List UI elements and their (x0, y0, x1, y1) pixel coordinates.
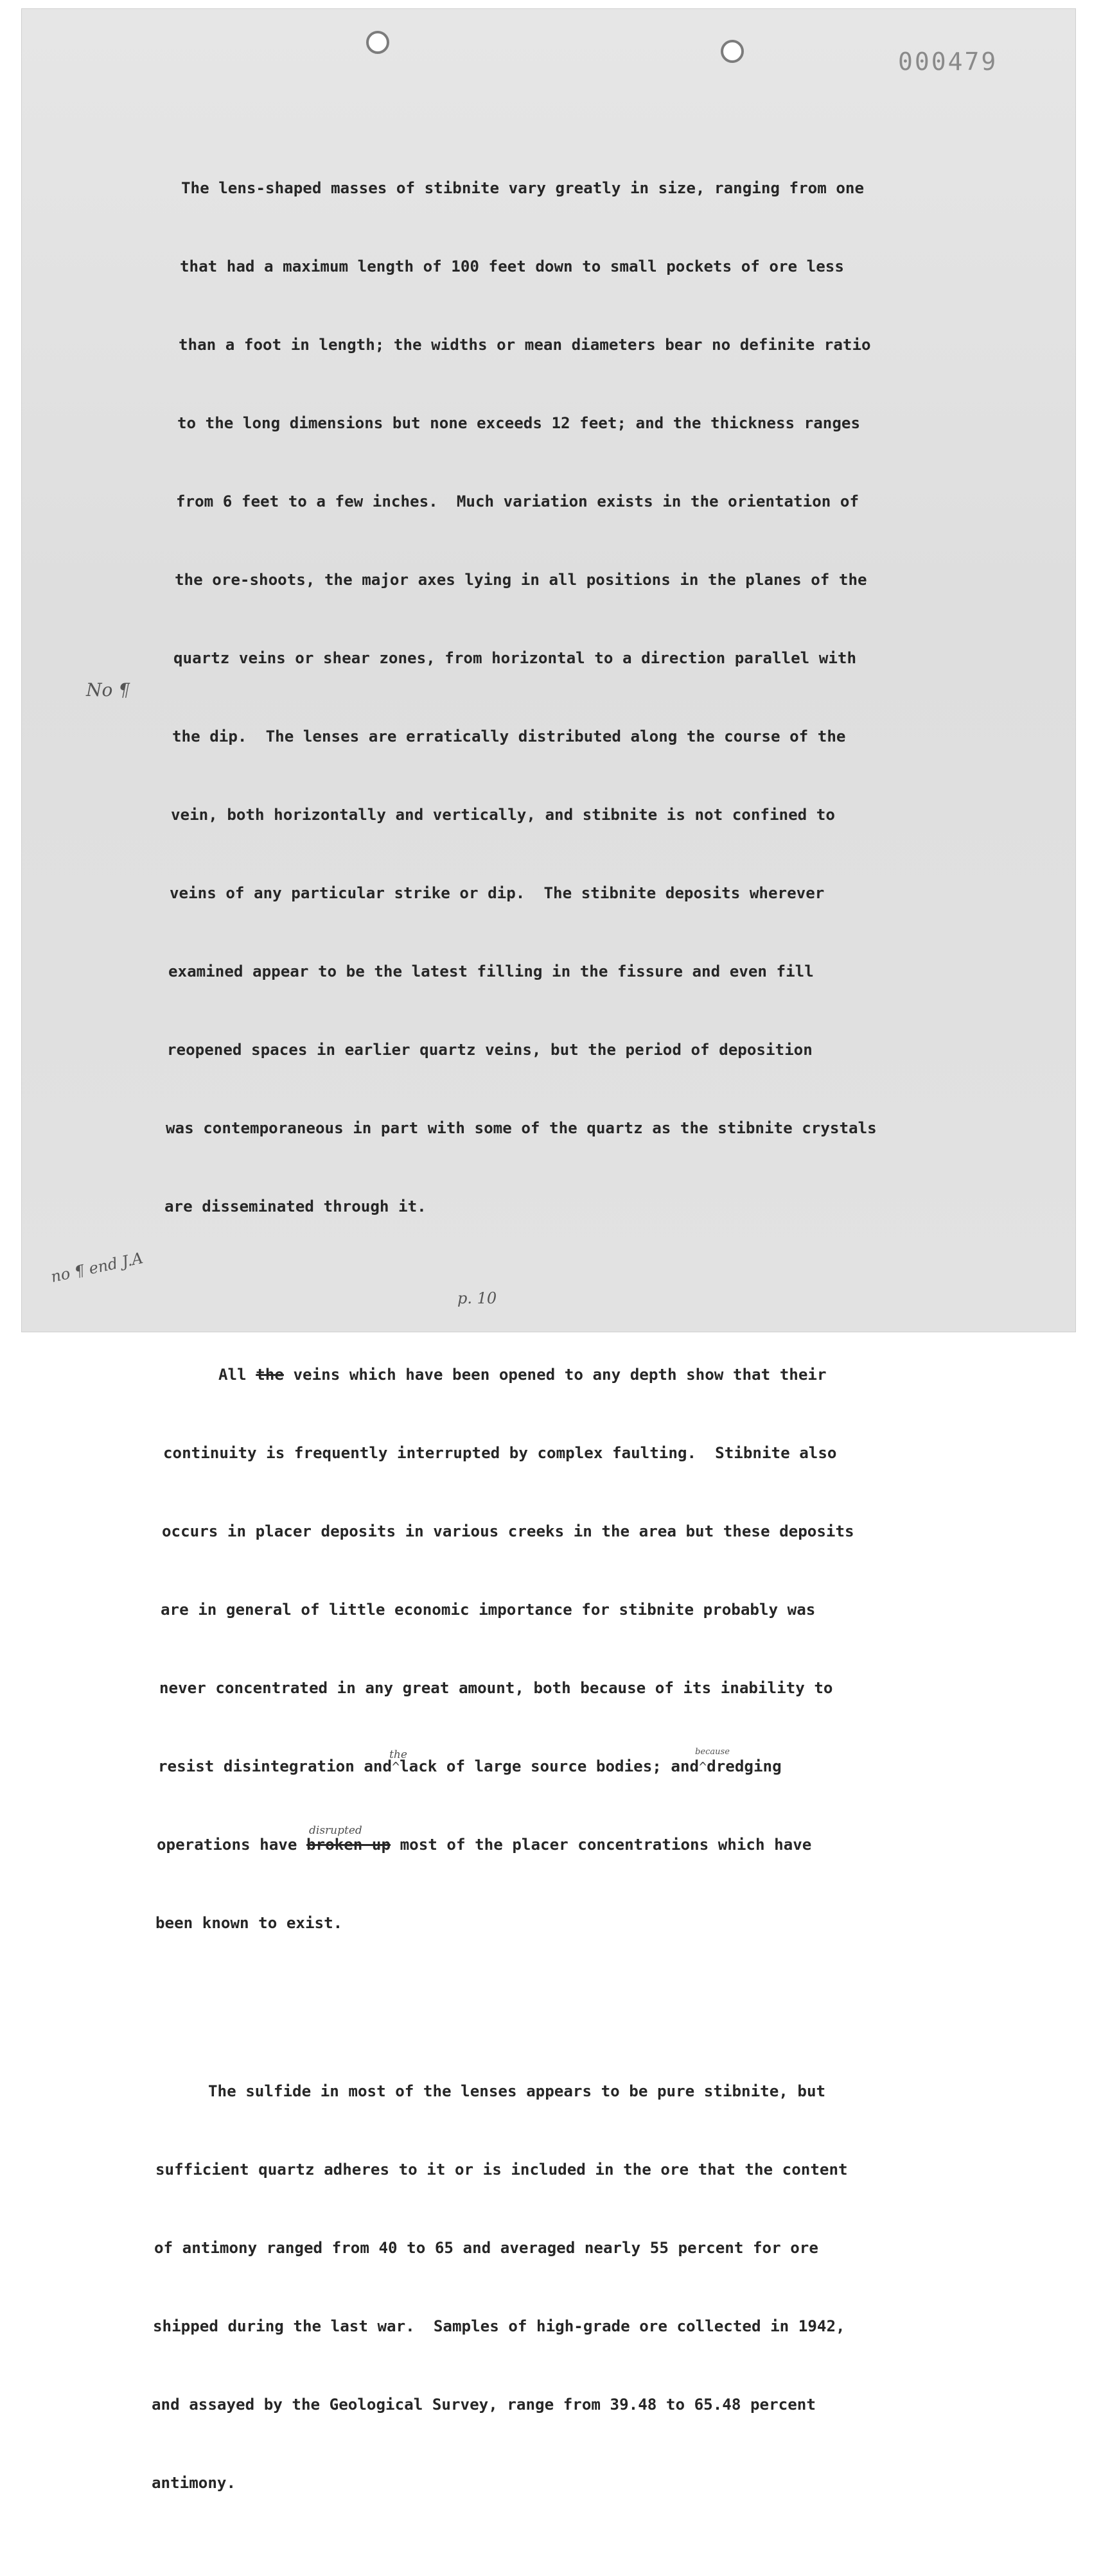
punch-hole-left (366, 31, 389, 54)
text-line: examined appear to be the latest filling in the fissure and even fill (168, 962, 814, 980)
text-line: veins of any particular strike or dip. The stibnite deposits wherever (170, 884, 825, 902)
paragraph-3 (152, 2034, 1012, 2540)
struck-text-wrapper (306, 1823, 391, 1866)
text-line: was contemporaneous in part with some of the quartz as the stibnite crystals (166, 1119, 877, 1137)
text-line: the dip. The lenses are erratically distributed along the course of the (172, 727, 846, 745)
text-line: to the long dimensions but none exceeds 12 feet; and the thickness ranges (177, 414, 861, 432)
paragraph-2 (152, 1318, 1012, 1980)
insertion-mark-the: ^ the (392, 1745, 400, 1788)
text-line: are disseminated through it. (164, 1197, 427, 1215)
text-span: veins which have been opened to any depth show that their (283, 1366, 827, 1384)
text-span: dredging (707, 1757, 782, 1775)
document-number-stamp: 000479 (898, 48, 998, 76)
text-line: continuity is frequently interrupted by complex faulting. Stibnite also (163, 1444, 837, 1462)
text-line: antimony. (152, 2474, 236, 2492)
text-line: vein, both horizontally and vertically, and stibnite is not confined to (171, 806, 835, 824)
text-line (152, 1353, 1012, 1396)
page-number-label: p. 10 (457, 1289, 497, 1307)
text-line: The lens-shaped masses of stibnite vary greatly in size, ranging from one (181, 179, 865, 197)
handwritten-insert-the: the (389, 1748, 407, 1761)
document-body (152, 77, 1012, 2576)
text-line: The sulfide in most of the lenses appears to be pure stibnite, but (208, 2082, 826, 2100)
handwritten-insert-because: because (695, 1747, 730, 1757)
text-line (152, 1823, 1012, 1866)
insertion-mark-because: ^ because (699, 1745, 707, 1788)
text-line: the ore-shoots, the major axes lying in all positions in the planes of the (175, 571, 867, 589)
text-line: been known to exist. (155, 1914, 343, 1932)
margin-note-no-paragraph-end: no ¶ end J.A (49, 1249, 145, 1286)
text-span: lack of large source bodies; and (400, 1757, 700, 1775)
text-line: of antimony ranged from 40 to 65 and averaged nearly 55 percent for ore (154, 2239, 818, 2257)
handwritten-insert-disrupted: disrupted (309, 1824, 362, 1837)
text-line: occurs in placer deposits in various creeks in the area but these deposits (162, 1522, 854, 1540)
margin-note-no-paragraph: No ¶ (86, 679, 130, 701)
text-line: and assayed by the Geological Survey, range from 39.48 to 65.48 percent (152, 2396, 816, 2414)
text-line: shipped during the last war. Samples of high-grade ore collected in 1942, (153, 2317, 845, 2335)
text-line: reopened spaces in earlier quartz veins, but the period of deposition (167, 1041, 813, 1059)
struck-text: the (256, 1366, 284, 1384)
text-line (152, 1745, 1012, 1788)
struck-text: broken up (306, 1836, 391, 1854)
text-line: that had a maximum length of 100 feet down to small pockets of ore less (180, 257, 844, 275)
text-span: most of the placer concentrations which have (391, 1836, 812, 1854)
text-line: from 6 feet to a few inches. Much variation exists in the orientation of (176, 492, 859, 510)
text-line: quartz veins or shear zones, from horizontal to a direction parallel with (173, 649, 857, 667)
text-line: sufficient quartz adheres to it or is included in the ore that the content (155, 2161, 848, 2179)
text-span: resist disintegration and (158, 1757, 392, 1775)
text-line: never concentrated in any great amount, both because of its inability to (159, 1679, 833, 1697)
punch-hole-right (721, 40, 744, 63)
paragraph-1 (152, 131, 1012, 1264)
text-line: than a foot in length; the widths or mean diameters bear no definite ratio (179, 336, 871, 354)
text-span: operations have (157, 1836, 306, 1854)
text-span: All (218, 1366, 256, 1384)
text-line: are in general of little economic importance for stibnite probably was (161, 1601, 816, 1619)
